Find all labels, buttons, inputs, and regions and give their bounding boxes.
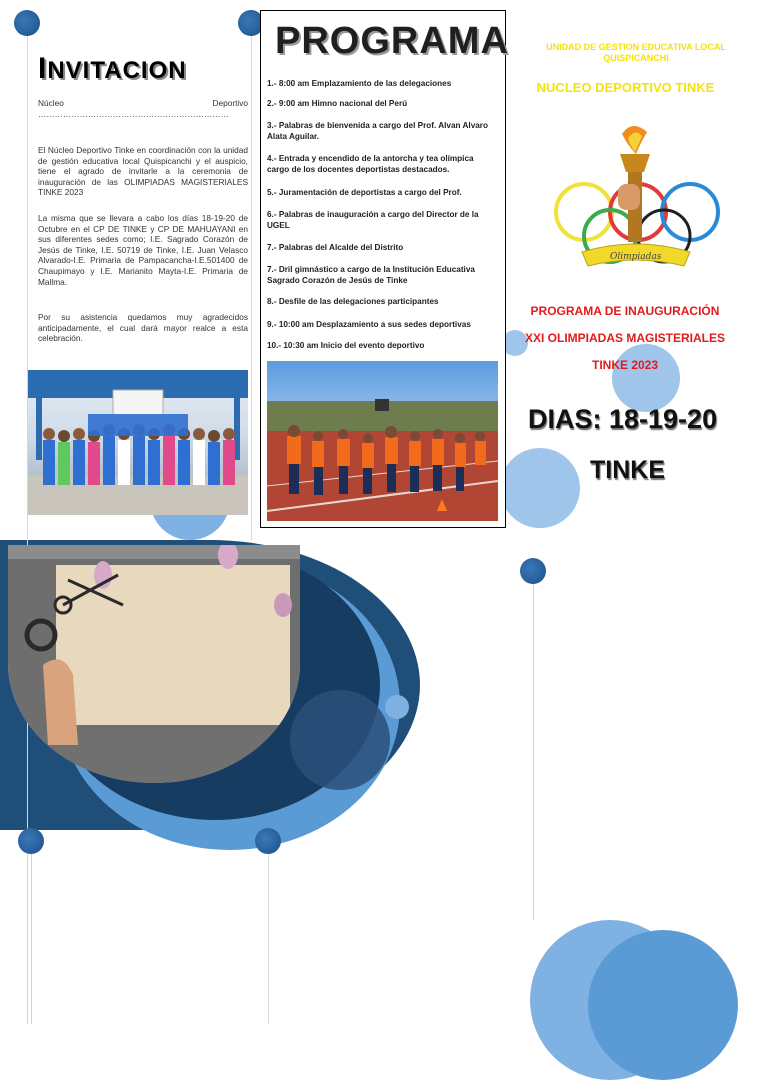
ugel-heading: UNIDAD DE GESTION EDUCATIVA LOCAL QUISPICANCHI [546, 42, 726, 63]
pin-line [533, 570, 534, 920]
pin-line [27, 20, 28, 1024]
parade-photo [267, 361, 498, 521]
program-item: 10.- 10:30 am Inicio del evento deportivo [267, 341, 425, 350]
nucleo-heading: NUCLEO DEPORTIVO TINKE [536, 80, 715, 95]
pin-line [268, 840, 269, 1024]
pin-line [31, 840, 32, 1024]
olympics-heading: XXI OLIMPIADAS MAGISTERIALES [524, 331, 725, 345]
pin-icon [255, 828, 281, 854]
decor-circle [612, 344, 680, 412]
invitation-title: INVITACION [38, 52, 187, 85]
pin-line [251, 20, 252, 540]
paper-photo [8, 545, 300, 783]
decor-circle [500, 448, 580, 528]
program-item: 2.- 9:00 am Himno nacional del Perú [267, 99, 408, 108]
invitation-paragraph: Por su asistencia quedamos muy agradecidos anticipadamente, el cual dará mayor realce a esta celebración. [38, 312, 248, 344]
decor-circle [385, 695, 409, 719]
pin-icon [520, 558, 546, 584]
program-item: 5.- Juramentación de deportistas a cargo del Prof. [267, 188, 462, 197]
event-days: DIAS: 18-19-20 [528, 404, 718, 434]
program-item: 7.- Palabras del Alcalde del Distrito [267, 243, 404, 252]
program-item: 4.- Entrada y encendido de la antorcha y tea olímpica cargo de los docentes deportistas destacados. [267, 154, 474, 174]
logo-script: Olimpiadas [610, 252, 662, 262]
decor-circle [588, 930, 738, 1080]
program-item: 7.- Dril gimnástico a cargo de la Institución Educativa Sagrado Corazón de Jesús de Tinke [267, 265, 475, 285]
decor-circle [290, 690, 390, 790]
group-photo [28, 370, 248, 515]
event-place: TINKE [590, 456, 665, 484]
program-item: 6.- Palabras de inauguración a cargo del Director de la UGEL [267, 210, 479, 230]
program-item: 1.- 8:00 am Emplazamiento de las delegaciones [267, 79, 452, 88]
pin-icon [18, 828, 44, 854]
invitation-paragraph: El Núcleo Deportivo Tinke en coordinación con la unidad de gestión educativa local Quispicanchi y el auspicio, tiene el agrado de invitarle a la ceremonia de inauguración de las OLIMPIADAS MAGISTERIALES TINKE 2023 [38, 145, 248, 198]
program-inauguration-heading: PROGRAMA DE INAUGURACIÓN [530, 304, 720, 318]
program-item: 9.- 10:00 am Desplazamiento a sus sedes deportivas [267, 320, 471, 329]
program-title: PROGRAMA [275, 20, 509, 62]
pin-icon [14, 10, 40, 36]
olympic-logo [552, 124, 720, 274]
tinke-year-heading: TINKE 2023 [591, 358, 659, 372]
program-item: 8.- Desfile de las delegaciones participantes [267, 297, 439, 306]
invitation-paragraph: La misma que se llevara a cabo los días 18-19-20 de Octubre en el CP DE TINKE y CP DE MAHUAYANI en sus diferentes sedes como; I.E. Sagrado Corazón de Jesús de Tinke, I.E. 50719 de Tinke, I.E. Juan Velasco Alvarado-I.E. Primaria de Pampacancha-I.E.501400 de Chaupimayo y I.E. Marianito Mayta-I.E. Primaria de Mallma. [38, 213, 248, 287]
nucleo-line: Núcleo Deportivo …………………………………………………………… [38, 98, 248, 119]
program-item: 3.- Palabras de bienvenida a cargo del Prof. Alvan Alvaro Alata Aguilar. [267, 121, 488, 141]
